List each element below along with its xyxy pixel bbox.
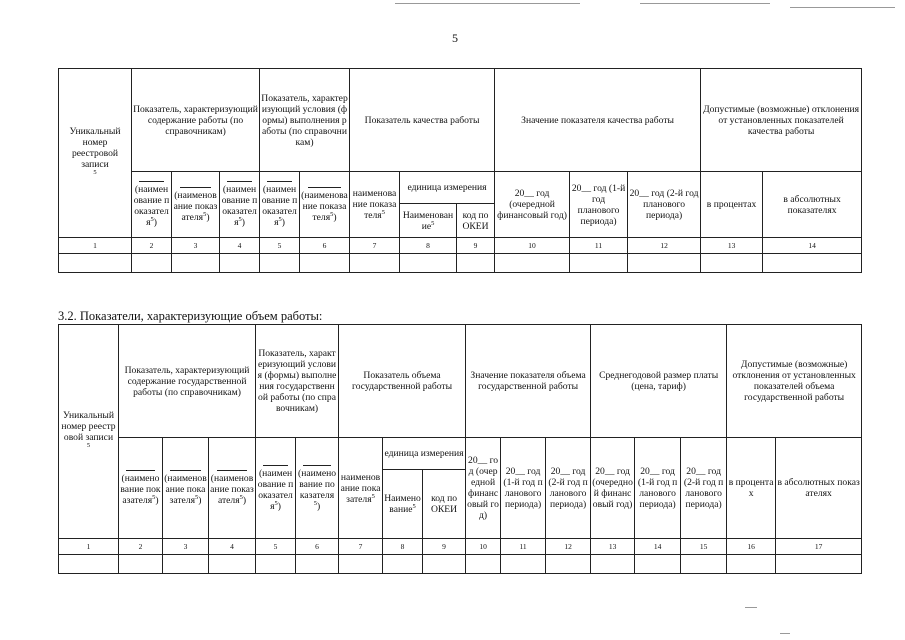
empty-cell [466, 555, 501, 574]
condition-indicator-header: Показатель, характеризующий условия (формы) выполнения государственной работы (по справочникам) [256, 325, 339, 438]
blank-line [180, 187, 212, 188]
column-number: 3 [163, 539, 209, 555]
unit-name-cell: Наименование$^5$ [400, 204, 457, 238]
blank-line [217, 470, 248, 471]
column-number: 10 [495, 238, 570, 254]
blank-line [303, 465, 331, 466]
volume-indicator-header: Показатель объема государственной работы [339, 325, 466, 438]
column-number: 6 [300, 238, 350, 254]
empty-cell [339, 555, 383, 574]
unique-record-number-header: Уникальный номер реестровой записи $^5$ [59, 325, 119, 539]
blank-data-row [59, 555, 862, 574]
empty-cell [457, 254, 495, 273]
column-number: 15 [681, 539, 727, 555]
column-number: 5 [260, 238, 300, 254]
indicator-name-cell: (наименование показателя$^5$) [119, 438, 163, 539]
empty-cell [163, 555, 209, 574]
column-number: 13 [701, 238, 763, 254]
column-number: 4 [209, 539, 256, 555]
content-indicator-header: Показатель, характеризующий содержание государственной работы (по справочникам) [119, 325, 256, 438]
column-number: 12 [546, 539, 591, 555]
column-number: 1 [59, 539, 119, 555]
empty-cell [132, 254, 172, 273]
condition-indicator-header: Показатель, характеризующий условия (формы) выполнения работы (по справочникам) [260, 69, 350, 172]
fee-year2-cell: 20__ год (2-й год планового периода) [681, 438, 727, 539]
allowed-deviation-header: Допустимые (возможные) отклонения от установленных показателей объема государственной работы [727, 325, 862, 438]
indicator-name-cell: (наименование показателя$^5$) [256, 438, 296, 539]
column-number: 7 [350, 238, 400, 254]
quality-value-header: Значение показателя качества работы [495, 69, 701, 172]
empty-cell [350, 254, 400, 273]
blank-line [227, 181, 253, 182]
column-number: 11 [501, 539, 546, 555]
column-number: 14 [763, 238, 862, 254]
fee-year0-cell: 20__ год (очередной финансовый год) [591, 438, 635, 539]
volume-name-cell: наименование показателя$^5$ [339, 438, 383, 539]
empty-cell [209, 555, 256, 574]
volume-value-header: Значение показателя объема государственной работы [466, 325, 591, 438]
scan-artifact-line [395, 3, 580, 4]
column-number: 9 [423, 539, 466, 555]
fee-year1-cell: 20__ год (1-й год планового периода) [635, 438, 681, 539]
blank-line [267, 181, 293, 182]
column-number: 9 [457, 238, 495, 254]
quality-name-cell: наименование показателя$^5$ [350, 172, 400, 238]
empty-cell [256, 555, 296, 574]
empty-cell [591, 555, 635, 574]
quality-indicators-table [58, 68, 862, 273]
column-numbers-row [59, 238, 862, 254]
okei-code-cell: код по ОКЕИ [423, 470, 466, 539]
empty-cell [119, 555, 163, 574]
column-number: 14 [635, 539, 681, 555]
scan-artifact-line [640, 3, 770, 4]
empty-cell [296, 555, 339, 574]
empty-cell [628, 254, 701, 273]
empty-cell [400, 254, 457, 273]
column-number: 11 [570, 238, 628, 254]
empty-cell [423, 555, 466, 574]
year1-cell: 20__ год (1-й год планового периода) [501, 438, 546, 539]
empty-cell [727, 555, 776, 574]
column-number: 2 [119, 539, 163, 555]
column-number: 8 [400, 238, 457, 254]
empty-cell [681, 555, 727, 574]
empty-cell [59, 254, 132, 273]
indicator-name-cell: (наименование показателя$^5$) [172, 172, 220, 238]
empty-cell [59, 555, 119, 574]
empty-cell [501, 555, 546, 574]
empty-cell [383, 555, 423, 574]
empty-cell [220, 254, 260, 273]
column-number: 10 [466, 539, 501, 555]
volume-indicators-table [58, 324, 862, 574]
unique-record-number-header: Уникальный номер реестровой записи $^5$ [59, 69, 132, 238]
column-number: 3 [172, 238, 220, 254]
column-numbers-row [59, 539, 862, 555]
unit-header-cell: единица измерения [400, 172, 495, 204]
column-number: 12 [628, 238, 701, 254]
allowed-deviation-header: Допустимые (возможные) отклонения от установленных показателей качества работы [701, 69, 862, 172]
absolute-cell: в абсолютных показателях [776, 438, 862, 539]
empty-cell [635, 555, 681, 574]
unit-name-cell: Наименование$^5$ [383, 470, 423, 539]
year0-cell: 20__ год (очередной финансовый год) [466, 438, 501, 539]
year0-cell: 20__ год (очередной финансовый год) [495, 172, 570, 238]
absolute-cell: в абсолютных показателях [763, 172, 862, 238]
average-fee-header: Среднегодовой размер платы (цена, тариф) [591, 325, 727, 438]
column-number: 13 [591, 539, 635, 555]
blank-data-row [59, 254, 862, 273]
empty-cell [495, 254, 570, 273]
column-number: 6 [296, 539, 339, 555]
empty-cell [172, 254, 220, 273]
section-title: 3.2. Показатели, характеризующие объем работы: [58, 309, 323, 323]
unit-header-cell: единица измерения [383, 438, 466, 470]
year2-cell: 20__ год (2-й год планового периода) [546, 438, 591, 539]
column-number: 8 [383, 539, 423, 555]
column-number: 16 [727, 539, 776, 555]
column-number: 1 [59, 238, 132, 254]
empty-cell [763, 254, 862, 273]
percent-cell: в процентах [701, 172, 763, 238]
blank-line [126, 470, 155, 471]
indicator-name-cell: (наименование показателя$^5$) [132, 172, 172, 238]
blank-line [263, 465, 289, 466]
column-number: 4 [220, 238, 260, 254]
percent-cell: в процентах [727, 438, 776, 539]
okei-code-cell: код по ОКЕИ [457, 204, 495, 238]
empty-cell [300, 254, 350, 273]
column-number: 5 [256, 539, 296, 555]
page-number: 5 [452, 31, 458, 45]
column-number: 17 [776, 539, 862, 555]
blank-line [170, 470, 200, 471]
year2-cell: 20__ год (2-й год планового периода) [628, 172, 701, 238]
empty-cell [570, 254, 628, 273]
year1-cell: 20__ год (1-й год планового периода) [570, 172, 628, 238]
indicator-name-cell: (наименование показателя$^5$) [220, 172, 260, 238]
empty-cell [776, 555, 862, 574]
column-number: 2 [132, 238, 172, 254]
empty-cell [546, 555, 591, 574]
indicator-name-cell: (наименование показателя$^5$) [209, 438, 256, 539]
scan-artifact-line [780, 633, 790, 634]
column-number: 7 [339, 539, 383, 555]
blank-line [308, 187, 341, 188]
scan-artifact-line [790, 7, 895, 8]
indicator-name-cell: (наименование показателя$^5$) [300, 172, 350, 238]
empty-cell [260, 254, 300, 273]
indicator-name-cell: (наименование показателя$^5$) [296, 438, 339, 539]
scan-artifact-line [745, 607, 757, 608]
empty-cell [701, 254, 763, 273]
blank-line [139, 181, 165, 182]
quality-indicator-header: Показатель качества работы [350, 69, 495, 172]
indicator-name-cell: (наименование показателя$^5$) [260, 172, 300, 238]
content-indicator-header: Показатель, характеризующий содержание работы (по справочникам) [132, 69, 260, 172]
indicator-name-cell: (наименование показателя$^5$) [163, 438, 209, 539]
